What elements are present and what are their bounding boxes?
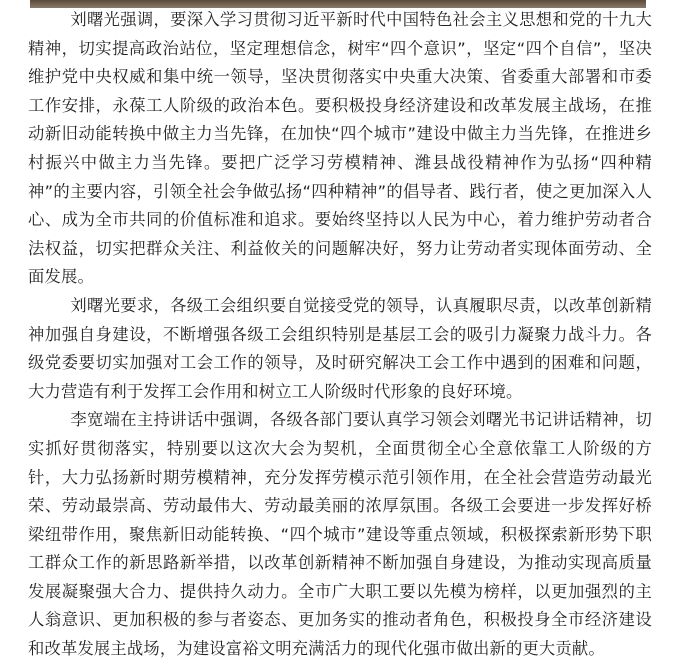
article-body (28, 6, 652, 664)
article-paragraph: 刘曙光要求，各级工会组织要自觉接受党的领导，认真履职尽责，以改革创新精神加强自身建设，不断增强各级工会组织特别是基层工会的吸引力凝聚力战斗力。各级党委要切实加强对工会工作的领导，及时研究解决工会工作中遇到的困难和问题，大力营造有利于发挥工会作用和树立工人阶级时代形象的良好环境。 (28, 295, 652, 401)
article-paragraph: 李宽端在主持讲话中强调，各级各部门要认真学习领会刘曙光书记讲话精神，切实抓好贯彻落实，特别要以这次大会为契机，全面贯彻全心全意依靠工人阶级的方针，大力弘扬新时期劳模精神，充分发挥劳模示范引领作用，在全社会营造劳动最光荣、劳动最崇高、劳动最伟大、劳动最美丽的浓厚氛围。各级工会要进一步发挥好桥梁纽带作用，聚焦新旧动能转换、“四个城市”建设等重点领域，积极探索新形势下职工群众工作的新思路新举措，以改革创新精神不断加强自身建设，为推动实现高质量发展凝聚强大合力、提供持久动力。全市广大职工要以先模为榜样，以更加强烈的主人翁意识、更加积极的参与者姿态、更加务实的推动者角色，积极投身全市经济建设和改革发展主战场，为建设富裕文明充满活力的现代化强市做出新的更大贡献。 (28, 410, 652, 659)
article-paragraph: 刘曙光强调，要深入学习贯彻习近平新时代中国特色社会主义思想和党的十九大精神，切实提高政治站位，坚定理想信念，树牢“四个意识”，坚定“四个自信”，坚决维护党中央权威和集中统一领导，坚决贯彻落实中央重大决策、省委重大部署和市委工作安排，永葆工人阶级的政治本色。要积极投身经济建设和改革发展主战场，在推动新旧动能转换中做主力当先锋，在加快“四个城市”建设中做主力当先锋，在推进乡村振兴中做主力当先锋。要把广泛学习劳模精神、潍县战役精神作为弘扬“四种精神”的主要内容，引领全社会争做弘扬“四种精神”的倡导者、践行者，使之更加深入人心、成为全市共同的价值标准和追求。要始终坚持以人民为中心，着力维护劳动者合法权益，切实把群众关注、利益攸关的问题解决好，努力让劳动者实现体面劳动、全面发展。 (28, 10, 652, 287)
